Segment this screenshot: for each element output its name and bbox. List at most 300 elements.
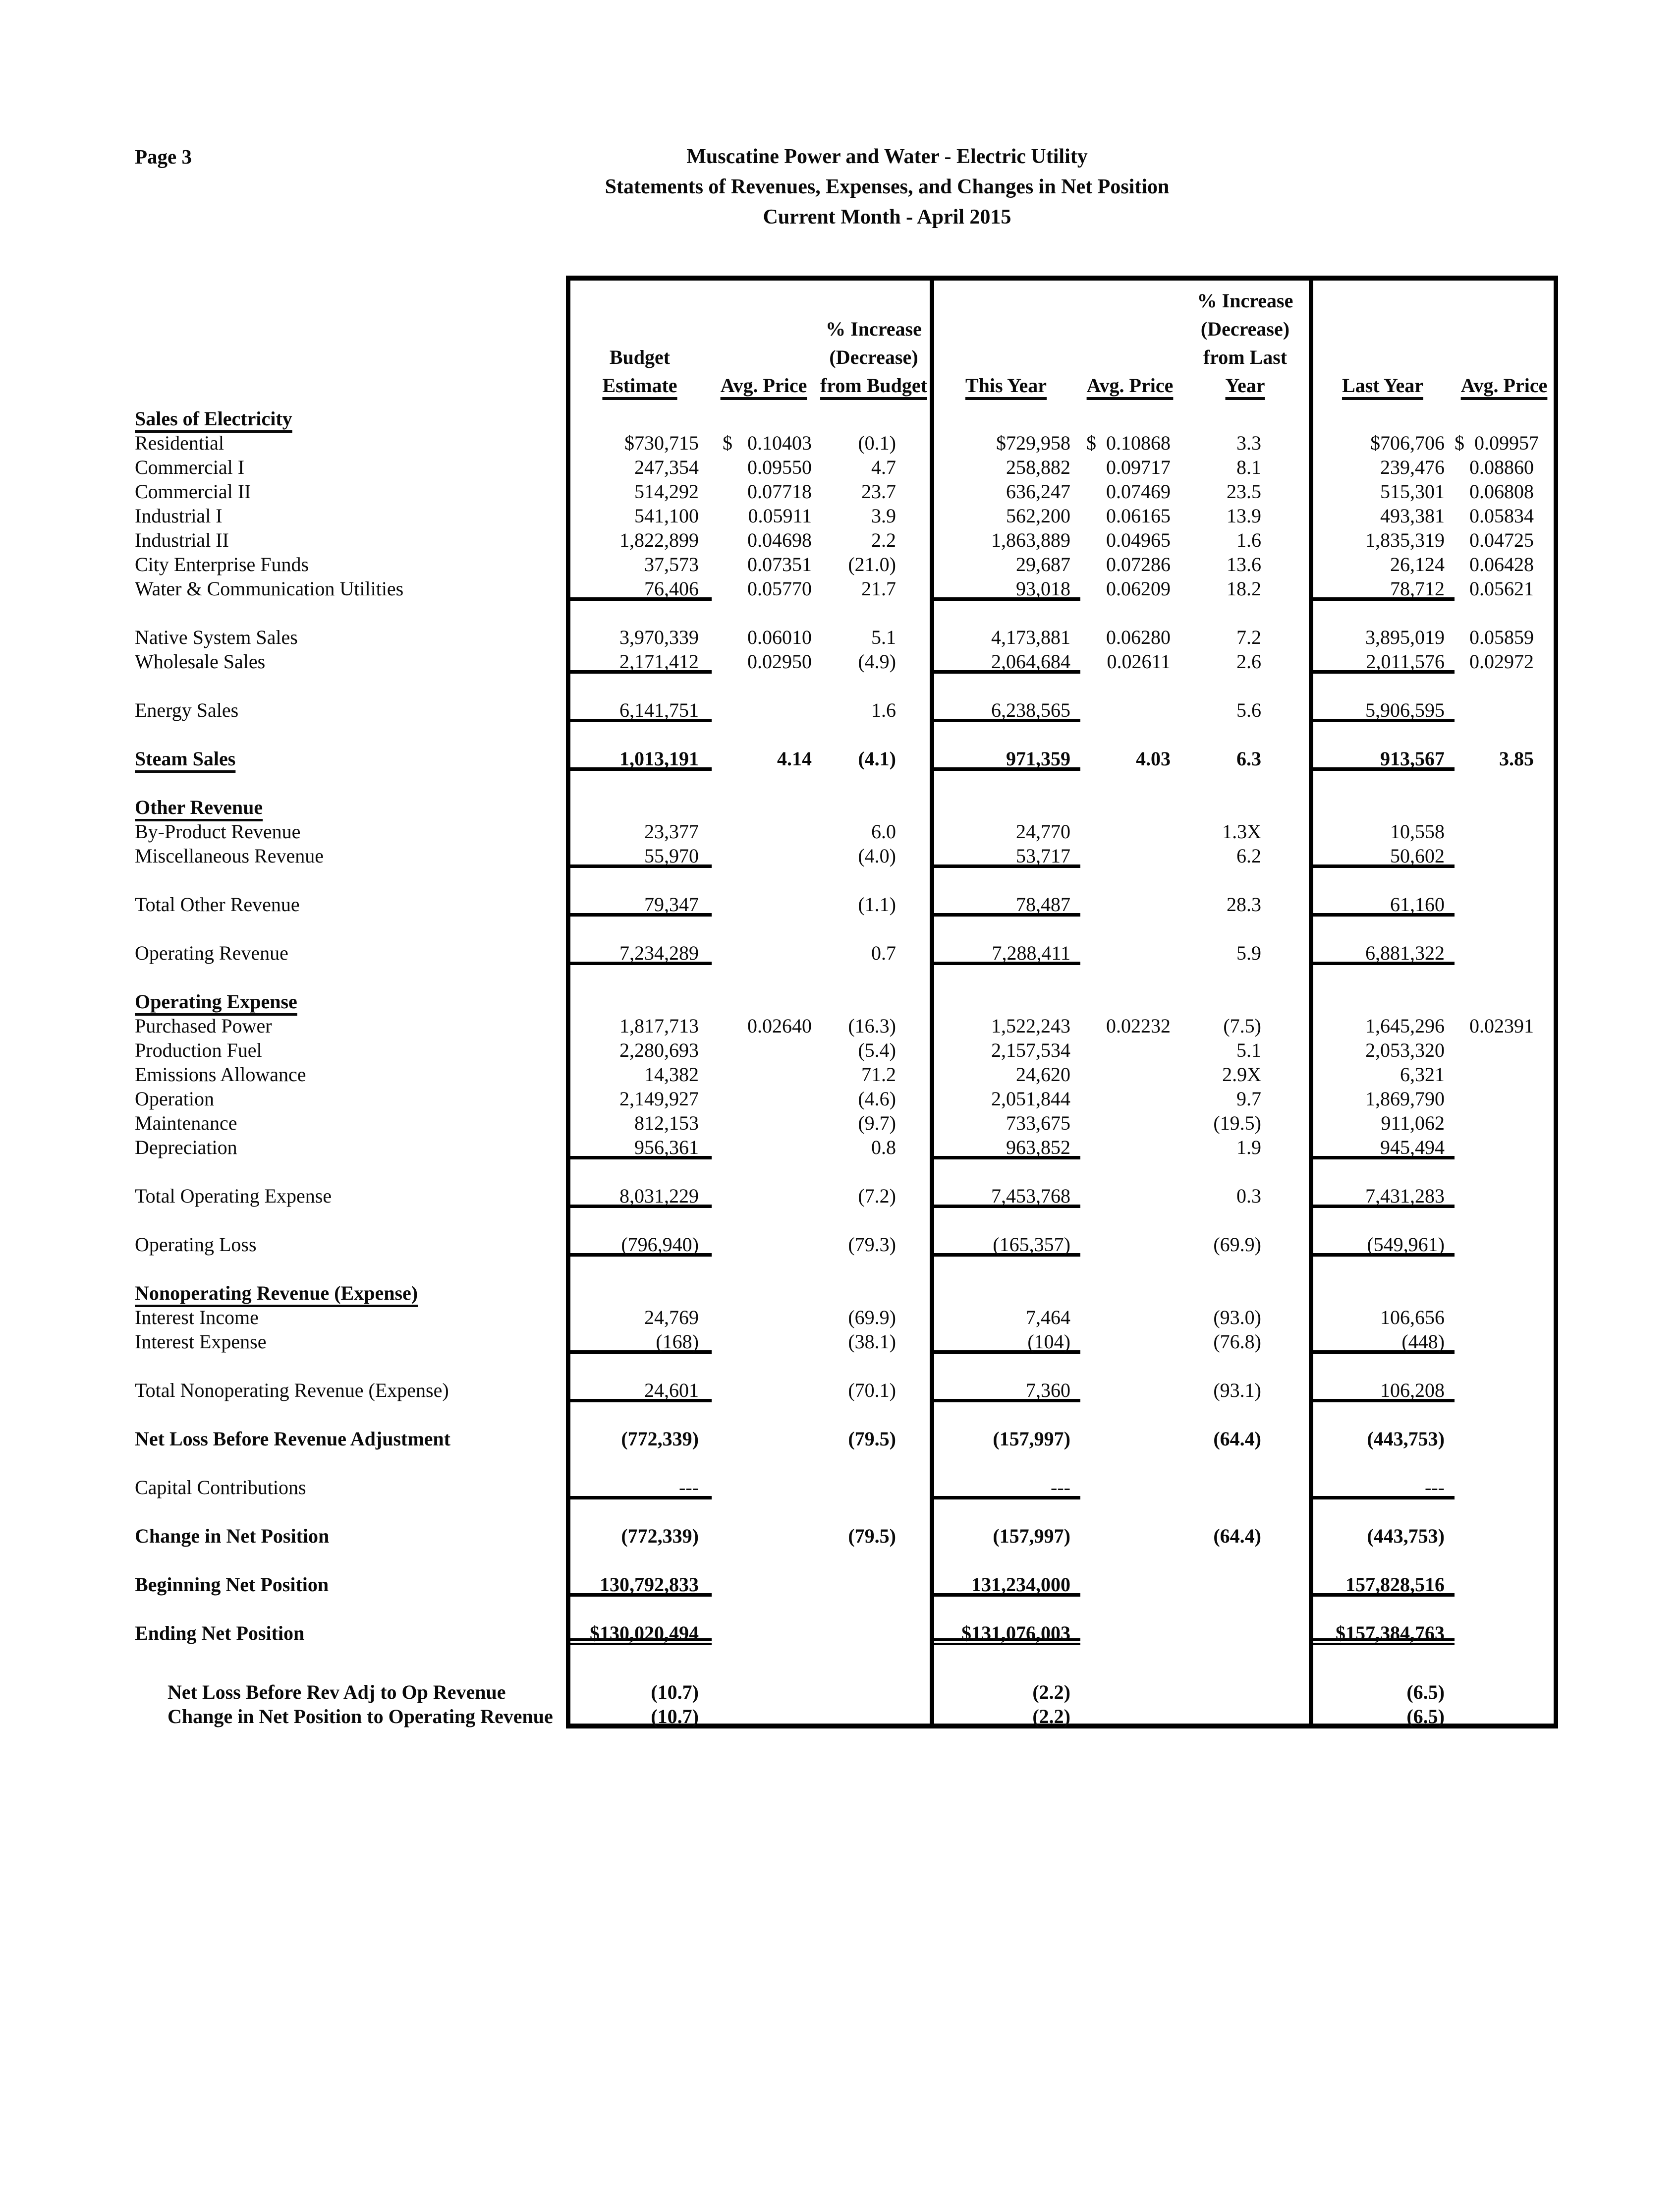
cell-budget-estimate: 812,153 — [634, 1112, 699, 1134]
cell-pct-from-budget: (4.0) — [858, 845, 896, 867]
cell-label: Industrial II — [135, 529, 229, 551]
cell-budget-estimate — [568, 1499, 712, 1524]
cell-last-year-avg-price — [1455, 406, 1554, 431]
cell-pct-from-budget — [816, 1354, 932, 1378]
cell-pct-from-last-year: 2.9X — [1222, 1063, 1261, 1086]
cell-budget-avg-price: $ 0.10403 — [723, 432, 812, 454]
cell-pct-from-budget: (79.5) — [848, 1428, 896, 1450]
header-pct-budget-line2: (Decrease) — [829, 346, 918, 368]
table-row — [129, 989, 1558, 1014]
cell-this-year — [932, 1499, 1080, 1524]
cell-this-year-avg-price — [1080, 1524, 1179, 1548]
cell-budget-avg-price — [712, 406, 816, 431]
cell-last-year: 6,881,322 — [1311, 941, 1455, 965]
cell-label: Interest Expense — [135, 1330, 267, 1353]
cell-this-year-avg-price — [1080, 892, 1179, 917]
cell-last-year: 2,011,576 — [1311, 649, 1455, 674]
cell-budget-avg-price — [712, 965, 816, 989]
cell-this-year-avg-price: 0.06209 — [1106, 577, 1171, 600]
cell-budget-estimate: 24,601 — [568, 1378, 712, 1402]
column-header-pct-from-budget — [816, 281, 932, 406]
cell-pct-from-last-year — [1179, 1499, 1311, 1524]
cell-pct-from-budget: 71.2 — [861, 1063, 896, 1086]
cell-last-year-avg-price — [1455, 868, 1554, 892]
cell-label — [129, 674, 568, 698]
cell-this-year-avg-price — [1080, 1111, 1179, 1135]
cell-pct-from-last-year — [1179, 1704, 1311, 1728]
cell-last-year-avg-price: 3.85 — [1499, 748, 1534, 770]
cell-last-year-avg-price — [1455, 1499, 1554, 1524]
cell-last-year: --- — [1311, 1475, 1455, 1499]
table-row — [129, 576, 1558, 601]
cell-last-year — [1311, 674, 1455, 698]
cell-this-year: (2.2) — [1032, 1681, 1070, 1703]
cell-pct-from-budget — [816, 1645, 932, 1680]
cell-this-year: 24,620 — [1016, 1063, 1070, 1086]
cell-budget-avg-price: 0.09550 — [747, 456, 812, 478]
cell-label — [129, 1354, 568, 1378]
cell-budget-estimate — [568, 965, 712, 989]
cell-pct-from-last-year — [1179, 1621, 1311, 1645]
cell-this-year-avg-price — [1080, 1329, 1179, 1354]
cell-pct-from-last-year: 2.6 — [1236, 650, 1261, 673]
cell-budget-avg-price — [712, 1329, 816, 1354]
cell-this-year-avg-price — [1080, 1159, 1179, 1184]
table-row — [129, 1135, 1558, 1159]
cell-budget-avg-price — [712, 1475, 816, 1499]
cell-last-year — [1311, 989, 1455, 1014]
cell-this-year-avg-price — [1080, 1257, 1179, 1281]
cell-budget-avg-price — [712, 1680, 816, 1704]
cell-budget-avg-price — [712, 1524, 816, 1548]
cell-budget-estimate — [568, 1208, 712, 1232]
cell-pct-from-last-year — [1179, 1451, 1311, 1475]
cell-budget-avg-price: 0.06010 — [747, 626, 812, 648]
cell-pct-from-last-year — [1179, 601, 1311, 625]
cell-this-year: 6,238,565 — [932, 698, 1080, 722]
cell-last-year-avg-price — [1455, 892, 1554, 917]
table-row — [129, 1329, 1558, 1354]
cell-pct-from-budget — [816, 1475, 932, 1499]
cell-pct-from-budget — [816, 406, 932, 431]
header-pct-budget-line1: % Increase — [826, 318, 922, 340]
cell-label: Commercial I — [135, 456, 245, 478]
cell-last-year — [1311, 1451, 1455, 1475]
table-row — [129, 747, 1558, 771]
cell-budget-estimate: (772,339) — [621, 1525, 699, 1547]
column-header-budget-estimate — [568, 281, 712, 406]
cell-this-year-avg-price — [1080, 1087, 1179, 1111]
cell-pct-from-budget — [816, 1548, 932, 1572]
cell-this-year: 93,018 — [932, 576, 1080, 601]
cell-last-year: $157,384,763 — [1311, 1621, 1455, 1645]
cell-pct-from-budget — [816, 771, 932, 795]
cell-pct-from-last-year — [1179, 1402, 1311, 1427]
cell-budget-estimate: 79,347 — [568, 892, 712, 917]
cell-this-year: 258,882 — [1006, 456, 1070, 478]
cell-pct-from-last-year — [1179, 1548, 1311, 1572]
cell-pct-from-budget — [816, 868, 932, 892]
cell-label: Emissions Allowance — [135, 1063, 306, 1086]
cell-last-year-avg-price — [1455, 771, 1554, 795]
cell-budget-avg-price — [712, 1087, 816, 1111]
cell-budget-estimate: 541,100 — [634, 505, 699, 527]
cell-last-year-avg-price: 0.05834 — [1469, 505, 1534, 527]
table-row — [129, 917, 1558, 941]
cell-last-year: 1,835,319 — [1365, 529, 1445, 551]
cell-pct-from-budget — [816, 1704, 932, 1728]
cell-last-year-avg-price — [1455, 1329, 1554, 1354]
column-headers — [129, 281, 1554, 406]
cell-last-year-avg-price — [1455, 1111, 1554, 1135]
cell-budget-estimate: 1,013,191 — [568, 747, 712, 771]
cell-this-year: 53,717 — [932, 844, 1080, 868]
cell-budget-avg-price — [712, 1159, 816, 1184]
cell-this-year: (2.2) — [1032, 1705, 1070, 1727]
table-row — [129, 1281, 1558, 1305]
cell-budget-estimate: 956,361 — [568, 1135, 712, 1159]
cell-last-year-avg-price: 0.08860 — [1469, 456, 1534, 478]
cell-this-year — [932, 868, 1080, 892]
cell-this-year — [932, 1257, 1080, 1281]
cell-budget-avg-price — [712, 989, 816, 1014]
cell-budget-avg-price — [712, 722, 816, 747]
cell-this-year-avg-price — [1080, 1354, 1179, 1378]
cell-last-year-avg-price — [1455, 1378, 1554, 1402]
cell-this-year-avg-price — [1080, 795, 1179, 819]
cell-this-year-avg-price — [1080, 1281, 1179, 1305]
cell-last-year — [1311, 722, 1455, 747]
cell-pct-from-budget: (7.2) — [858, 1185, 896, 1207]
cell-last-year: 7,431,283 — [1311, 1184, 1455, 1208]
table-row — [129, 1354, 1558, 1378]
cell-label: Residential — [135, 432, 224, 454]
header-avg-price-budget: Avg. Price — [720, 374, 807, 397]
cell-budget-avg-price — [712, 844, 816, 868]
cell-last-year: (6.5) — [1406, 1681, 1445, 1703]
cell-this-year-avg-price: 4.03 — [1136, 748, 1171, 770]
cell-this-year-avg-price — [1080, 1402, 1179, 1427]
cell-budget-estimate — [568, 406, 712, 431]
cell-this-year — [932, 1451, 1080, 1475]
cell-budget-avg-price — [712, 1184, 816, 1208]
table-row — [129, 941, 1558, 965]
cell-last-year — [1311, 965, 1455, 989]
cell-pct-from-budget — [816, 795, 932, 819]
cell-budget-estimate — [568, 1402, 712, 1427]
cell-budget-avg-price — [712, 1645, 816, 1680]
cell-last-year-avg-price — [1455, 1159, 1554, 1184]
cell-pct-from-last-year — [1179, 771, 1311, 795]
cell-this-year — [932, 989, 1080, 1014]
cell-budget-estimate — [568, 1451, 712, 1475]
table-row — [129, 698, 1558, 722]
cell-last-year-avg-price — [1455, 1572, 1554, 1597]
table-row — [129, 1305, 1558, 1329]
cell-label — [129, 771, 568, 795]
table-row — [129, 1378, 1558, 1402]
table-row — [129, 1038, 1558, 1062]
cell-this-year-avg-price: 0.06165 — [1106, 505, 1171, 527]
cell-last-year-avg-price — [1455, 1281, 1554, 1305]
cell-this-year-avg-price — [1080, 917, 1179, 941]
cell-last-year — [1311, 795, 1455, 819]
cell-label: Purchased Power — [135, 1015, 272, 1037]
cell-budget-avg-price — [712, 674, 816, 698]
header-avg-price-last-year: Avg. Price — [1460, 374, 1548, 397]
cell-pct-from-last-year — [1179, 868, 1311, 892]
cell-label: Wholesale Sales — [135, 650, 266, 673]
cell-pct-from-last-year — [1179, 1680, 1311, 1704]
cell-pct-from-budget: (4.6) — [858, 1088, 896, 1110]
cell-last-year — [1311, 1548, 1455, 1572]
cell-label: City Enterprise Funds — [135, 553, 309, 576]
cell-budget-avg-price — [712, 1427, 816, 1451]
cell-label: Interest Income — [135, 1306, 259, 1328]
cell-last-year-avg-price — [1455, 1305, 1554, 1329]
cell-budget-estimate — [568, 1354, 712, 1378]
cell-this-year-avg-price — [1080, 1208, 1179, 1232]
cell-last-year: 3,895,019 — [1365, 626, 1445, 648]
cell-budget-estimate: 7,234,289 — [568, 941, 712, 965]
cell-last-year: $706,706 — [1370, 432, 1445, 454]
cell-this-year: (157,997) — [993, 1428, 1070, 1450]
cell-last-year: 50,602 — [1311, 844, 1455, 868]
cell-this-year: 7,453,768 — [932, 1184, 1080, 1208]
table-row — [129, 844, 1558, 868]
cell-budget-estimate — [568, 795, 712, 819]
cell-pct-from-last-year: 13.9 — [1227, 505, 1261, 527]
cell-budget-estimate: (772,339) — [621, 1428, 699, 1450]
cell-last-year-avg-price: 0.02391 — [1469, 1015, 1534, 1037]
cell-budget-avg-price — [712, 771, 816, 795]
cell-last-year-avg-price — [1455, 1232, 1554, 1257]
cell-budget-estimate — [568, 771, 712, 795]
cell-last-year — [1311, 1281, 1455, 1305]
cell-pct-from-budget: 21.7 — [861, 577, 896, 600]
header-pct-last-line3: from Last — [1203, 346, 1288, 368]
cell-pct-from-last-year — [1179, 1475, 1311, 1499]
title-statement-name: Statements of Revenues, Expenses, and Changes in Net Position — [605, 175, 1170, 198]
cell-budget-avg-price — [712, 941, 816, 965]
table-row — [129, 1208, 1558, 1232]
cell-this-year — [932, 1597, 1080, 1621]
cell-budget-avg-price — [712, 1305, 816, 1329]
cell-label — [129, 1451, 568, 1475]
cell-last-year-avg-price: 0.04725 — [1469, 529, 1534, 551]
cell-this-year — [932, 1159, 1080, 1184]
cell-last-year-avg-price: 0.06428 — [1469, 553, 1534, 576]
cell-budget-avg-price — [712, 1062, 816, 1087]
cell-label: Change in Net Position — [135, 1525, 330, 1547]
cell-this-year: 971,359 — [932, 747, 1080, 771]
header-this-year: This Year — [965, 374, 1047, 397]
cell-this-year-avg-price — [1080, 1305, 1179, 1329]
cell-pct-from-last-year: (64.4) — [1213, 1525, 1261, 1547]
table-row — [129, 722, 1558, 747]
cell-last-year-avg-price — [1455, 722, 1554, 747]
table-row — [129, 1257, 1558, 1281]
cell-budget-estimate: $730,715 — [624, 432, 699, 454]
cell-this-year: 562,200 — [1006, 505, 1070, 527]
table-row — [129, 1680, 1558, 1704]
cell-pct-from-last-year — [1179, 722, 1311, 747]
cell-budget-estimate: 130,792,833 — [568, 1572, 712, 1597]
cell-last-year — [1311, 406, 1455, 431]
cell-budget-estimate: 2,280,693 — [619, 1039, 699, 1061]
cell-pct-from-budget — [816, 917, 932, 941]
cell-budget-estimate: 6,141,751 — [568, 698, 712, 722]
table-row — [129, 601, 1558, 625]
cell-this-year-avg-price — [1080, 1232, 1179, 1257]
cell-this-year-avg-price — [1080, 989, 1179, 1014]
cell-pct-from-budget — [816, 1402, 932, 1427]
cell-pct-from-last-year: 7.2 — [1236, 626, 1261, 648]
cell-pct-from-budget: (9.7) — [858, 1112, 896, 1134]
cell-last-year-avg-price: $ 0.09957 — [1455, 432, 1539, 454]
cell-pct-from-budget: 23.7 — [861, 480, 896, 503]
statement-table — [129, 276, 1558, 1728]
table-row — [129, 406, 1558, 431]
cell-this-year: (104) — [932, 1329, 1080, 1354]
column-header-last-year-avg-price — [1455, 281, 1554, 406]
cell-pct-from-budget — [816, 989, 932, 1014]
cell-budget-avg-price — [712, 1621, 816, 1645]
cell-this-year: 7,464 — [1026, 1306, 1070, 1328]
cell-this-year-avg-price — [1080, 722, 1179, 747]
cell-label: Maintenance — [135, 1112, 237, 1134]
cell-this-year-avg-price — [1080, 1621, 1179, 1645]
title-utility-name: Muscatine Power and Water - Electric Utility — [686, 145, 1088, 168]
cell-budget-avg-price — [712, 1597, 816, 1621]
table-row — [129, 1087, 1558, 1111]
cell-this-year: 2,051,844 — [991, 1088, 1070, 1110]
cell-this-year — [932, 1281, 1080, 1305]
cell-label: Native System Sales — [135, 626, 298, 648]
cell-last-year-avg-price — [1455, 1208, 1554, 1232]
table-row — [129, 868, 1558, 892]
cell-last-year: (448) — [1311, 1329, 1455, 1354]
cell-pct-from-budget — [816, 1572, 932, 1597]
cell-budget-avg-price — [712, 917, 816, 941]
cell-this-year-avg-price: 0.09717 — [1106, 456, 1171, 478]
table-row — [129, 431, 1558, 455]
cell-budget-estimate: 8,031,229 — [568, 1184, 712, 1208]
cell-budget-avg-price: 0.05770 — [747, 577, 812, 600]
cell-label — [129, 1257, 568, 1281]
cell-label: Capital Contributions — [135, 1476, 306, 1498]
cell-last-year-avg-price — [1455, 674, 1554, 698]
cell-last-year-avg-price — [1455, 1038, 1554, 1062]
cell-budget-avg-price: 0.07351 — [747, 553, 812, 576]
cell-pct-from-last-year: 5.1 — [1236, 1039, 1261, 1061]
cell-label: Production Fuel — [135, 1039, 262, 1061]
cell-pct-from-budget: 0.7 — [871, 942, 896, 964]
cell-last-year: 6,321 — [1400, 1063, 1445, 1086]
cell-this-year — [932, 965, 1080, 989]
cell-budget-avg-price — [712, 1354, 816, 1378]
cell-pct-from-budget: (38.1) — [848, 1330, 896, 1353]
cell-budget-avg-price: 0.04698 — [747, 529, 812, 551]
cell-last-year-avg-price — [1455, 1135, 1554, 1159]
cell-budget-avg-price: 4.14 — [777, 748, 812, 770]
cell-label: Total Operating Expense — [135, 1185, 332, 1207]
cell-pct-from-last-year: (64.4) — [1213, 1428, 1261, 1450]
cell-label: Commercial II — [135, 480, 251, 503]
cell-budget-estimate: 2,149,927 — [619, 1088, 699, 1110]
table-row — [129, 1159, 1558, 1184]
cell-label: Depreciation — [135, 1136, 237, 1158]
cell-pct-from-last-year: (19.5) — [1213, 1112, 1261, 1134]
cell-this-year-avg-price: 0.07286 — [1106, 553, 1171, 576]
cell-this-year-avg-price — [1080, 698, 1179, 722]
table-row — [129, 674, 1558, 698]
cell-budget-estimate — [568, 1159, 712, 1184]
cell-label: Energy Sales — [135, 699, 239, 721]
cell-last-year-avg-price — [1455, 1680, 1554, 1704]
cell-label: Miscellaneous Revenue — [135, 845, 324, 867]
cell-pct-from-last-year: (93.0) — [1213, 1306, 1261, 1328]
cell-this-year: 78,487 — [932, 892, 1080, 917]
cell-this-year: 1,522,243 — [991, 1015, 1070, 1037]
cell-last-year — [1311, 1257, 1455, 1281]
table-row — [129, 1427, 1558, 1451]
cell-budget-estimate: 247,354 — [634, 456, 699, 478]
cell-pct-from-last-year: 6.2 — [1236, 845, 1261, 867]
cell-pct-from-budget: 0.8 — [871, 1136, 896, 1158]
table-row — [129, 479, 1558, 504]
cell-budget-estimate: (10.7) — [651, 1705, 699, 1727]
cell-last-year: 106,208 — [1311, 1378, 1455, 1402]
cell-this-year — [932, 601, 1080, 625]
cell-this-year — [932, 1645, 1080, 1680]
cell-pct-from-last-year: 9.7 — [1236, 1088, 1261, 1110]
cell-last-year-avg-price — [1455, 1645, 1554, 1680]
cell-this-year-avg-price — [1080, 941, 1179, 965]
cell-last-year-avg-price — [1455, 1087, 1554, 1111]
cell-pct-from-budget — [816, 1451, 932, 1475]
cell-pct-from-last-year: 23.5 — [1227, 480, 1261, 503]
cell-pct-from-budget: (0.1) — [858, 432, 896, 454]
cell-label — [129, 1597, 568, 1621]
cell-label: Net Loss Before Rev Adj to Op Revenue — [168, 1681, 506, 1703]
cell-this-year-avg-price: 0.02232 — [1106, 1015, 1171, 1037]
header-pct-last-line1: % Increase — [1197, 289, 1293, 312]
cell-pct-from-last-year: 13.6 — [1227, 553, 1261, 576]
cell-pct-from-last-year: 5.9 — [1236, 942, 1261, 964]
cell-this-year: (165,357) — [932, 1232, 1080, 1257]
cell-budget-estimate: --- — [568, 1475, 712, 1499]
cell-last-year-avg-price — [1455, 601, 1554, 625]
cell-label — [129, 601, 568, 625]
cell-pct-from-budget: 5.1 — [871, 626, 896, 648]
column-header-pct-from-last-year — [1179, 281, 1311, 406]
cell-pct-from-budget — [816, 1208, 932, 1232]
cell-pct-from-budget — [816, 722, 932, 747]
cell-pct-from-budget: 3.9 — [871, 505, 896, 527]
header-pct-budget-line3: from Budget — [820, 374, 927, 397]
cell-label: By-Product Revenue — [135, 820, 301, 843]
cell-budget-avg-price — [712, 1232, 816, 1257]
cell-this-year: (157,997) — [993, 1525, 1070, 1547]
cell-this-year — [932, 722, 1080, 747]
table-row — [129, 455, 1558, 479]
cell-pct-from-last-year: (69.9) — [1213, 1233, 1261, 1256]
cell-this-year-avg-price — [1080, 1038, 1179, 1062]
table-row — [129, 1232, 1558, 1257]
cell-last-year — [1311, 1159, 1455, 1184]
cell-this-year — [932, 917, 1080, 941]
